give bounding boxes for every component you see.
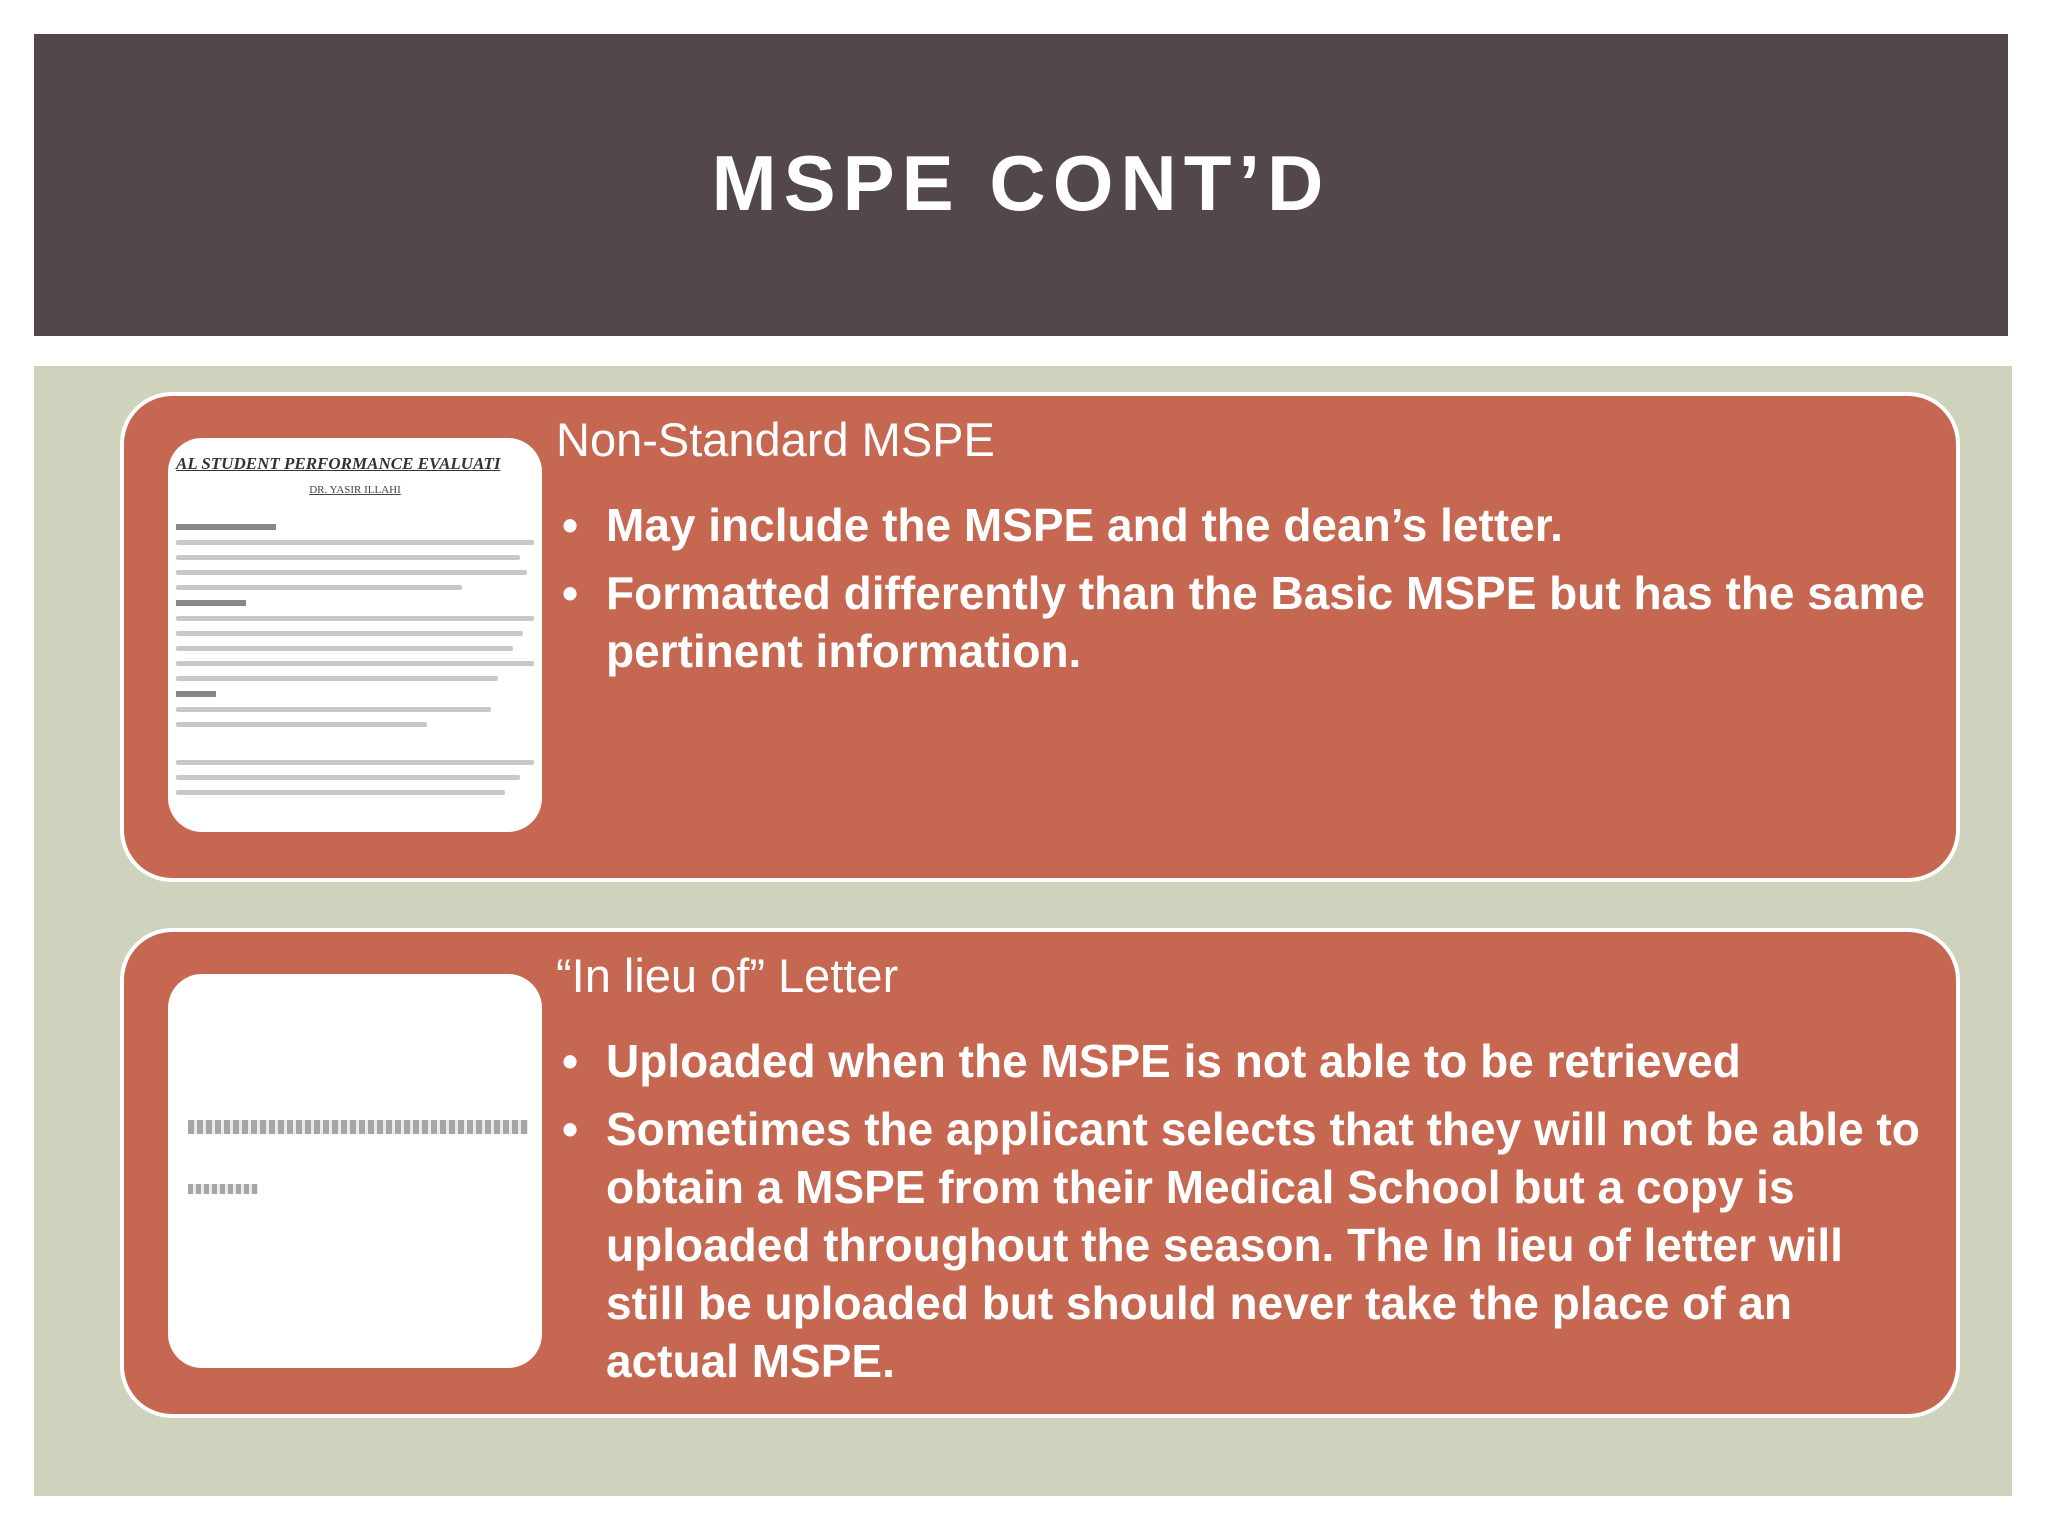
bullet-item <box>556 1032 1926 1090</box>
bullet-icon: • <box>562 1103 579 1155</box>
card-heading: “In lieu of” Letter <box>556 949 899 1002</box>
scanned-document-thumbnail <box>168 438 542 832</box>
bullet-list <box>556 1032 1926 1390</box>
card-in-lieu-of-letter <box>120 928 1960 1418</box>
thumbnail-doc-name: DR. YASIR ILLAHI <box>309 484 401 496</box>
bullet-icon: • <box>562 567 579 619</box>
card-body <box>556 938 1926 1400</box>
bullet-item <box>556 1100 1926 1390</box>
bullet-icon: • <box>562 499 579 551</box>
thumbnail-text-line <box>188 1120 528 1134</box>
thumbnail-doc-title: AL STUDENT PERFORMANCE EVALUATI <box>176 454 501 473</box>
bullet-icon: • <box>562 1035 579 1087</box>
bullet-text: Uploaded when the MSPE is not able to be retrieved <box>606 1035 1741 1087</box>
bullet-item <box>556 564 1926 680</box>
bullet-text: Sometimes the applicant selects that they will not be able to obtain a MSPE from their Medical School but a copy is uploaded throughout the season. The In lieu of letter will still be uploaded but should never take the place of an actual MSPE. <box>606 1103 1920 1387</box>
slide-title: MSPE CONT’D <box>711 138 1331 227</box>
card-non-standard-mspe <box>120 392 1960 882</box>
letter-document-thumbnail <box>168 974 542 1368</box>
title-band <box>34 34 2008 336</box>
card-heading: Non-Standard MSPE <box>556 413 995 466</box>
card-body <box>556 402 1926 690</box>
thumbnail-text-line <box>188 1184 258 1194</box>
bullet-text: Formatted differently than the Basic MSPE but has the same pertinent information. <box>606 567 1925 677</box>
bullet-text: May include the MSPE and the dean’s letter. <box>606 499 1563 551</box>
bullet-item <box>556 496 1926 554</box>
bullet-list <box>556 496 1926 680</box>
thumbnail-text-lines <box>176 524 534 805</box>
